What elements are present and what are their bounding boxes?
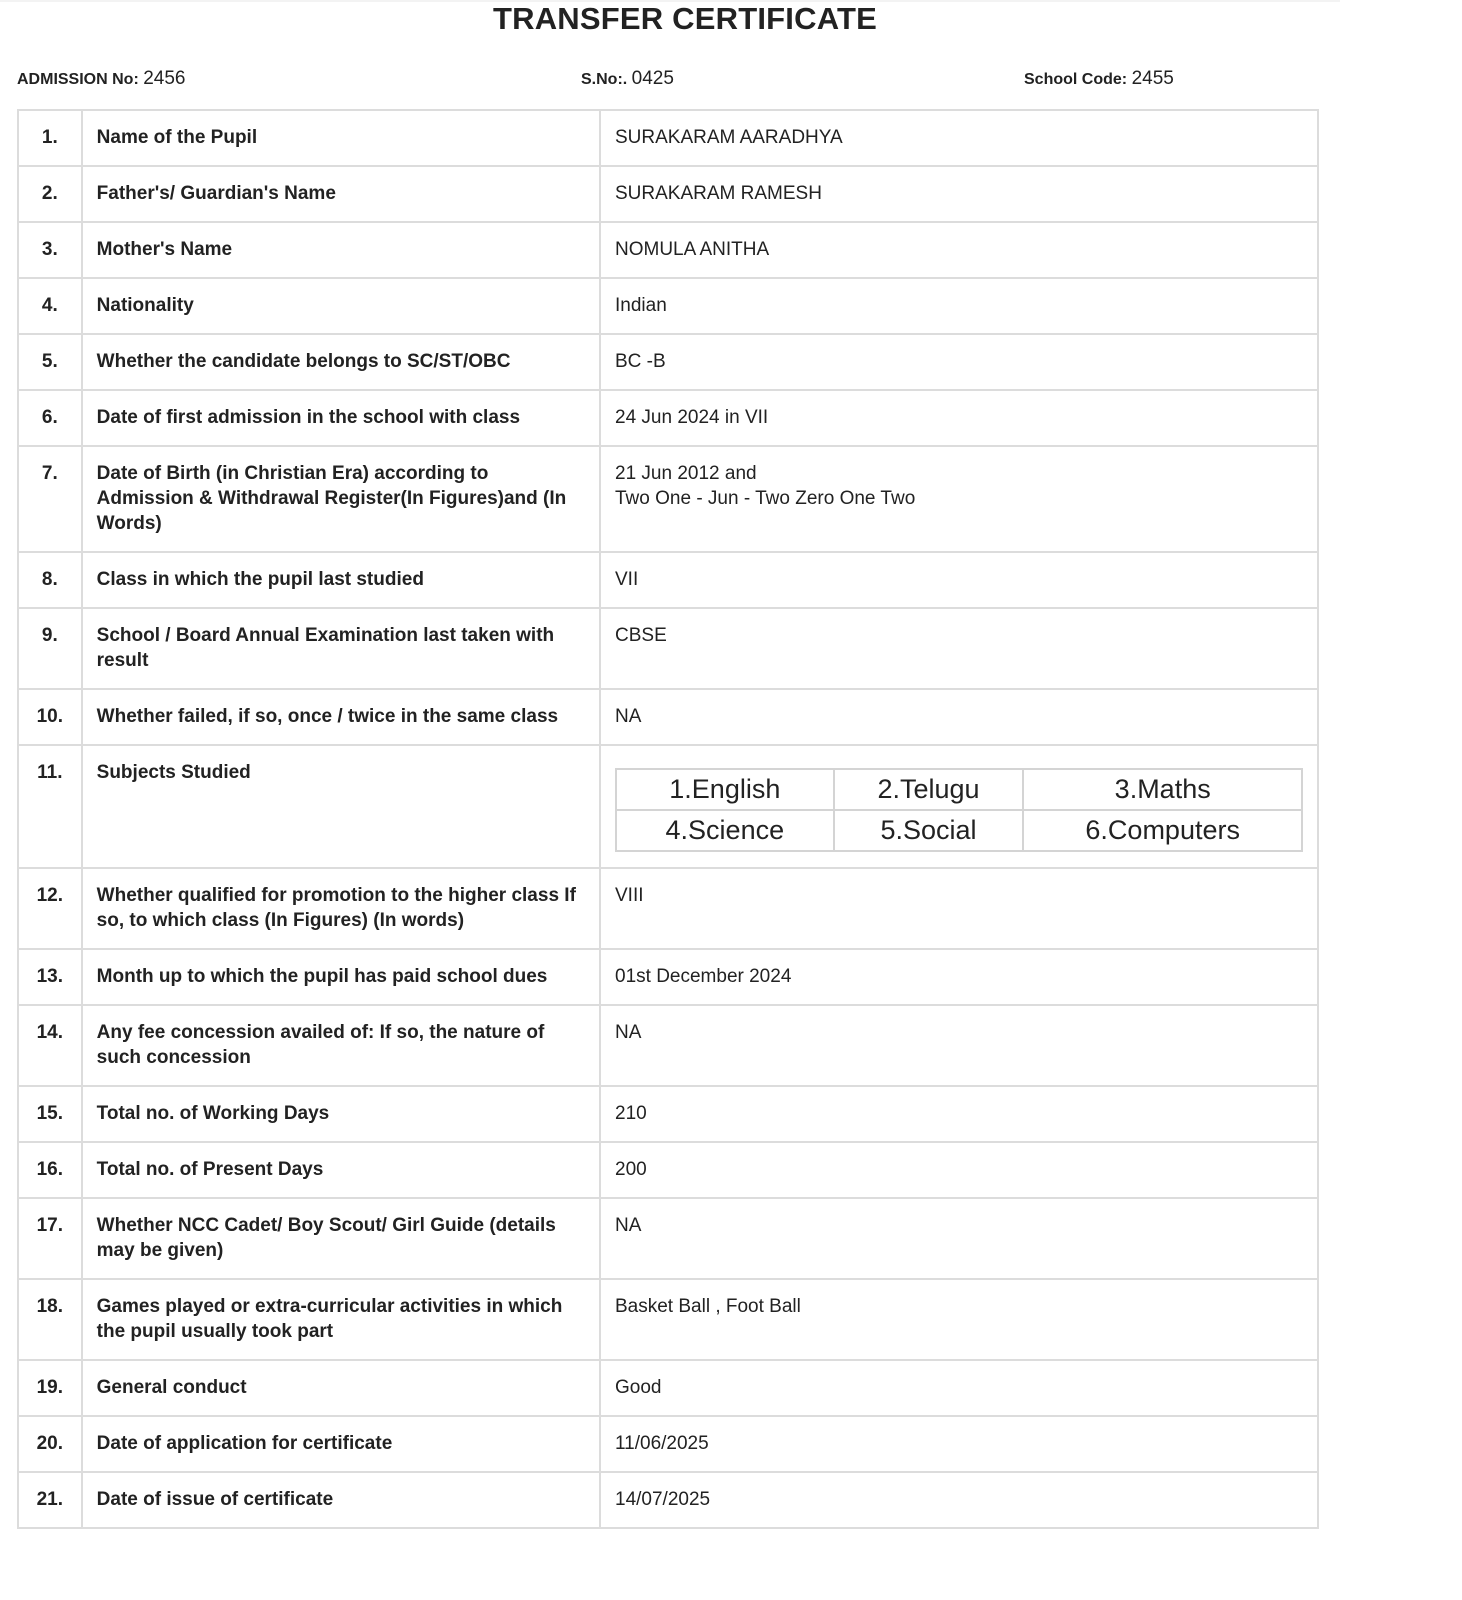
- row-label: Father's/ Guardian's Name: [82, 166, 600, 222]
- table-row: [18, 446, 1318, 552]
- row-label: Date of Birth (in Christian Era) according to Admission & Withdrawal Register(In Figures)and (In Words): [82, 446, 600, 552]
- table-row: [18, 1360, 1318, 1416]
- row-label: Name of the Pupil: [82, 110, 600, 166]
- table-row: [18, 745, 1318, 868]
- table-row: [18, 868, 1318, 949]
- table-row: [18, 1279, 1318, 1360]
- row-label: Nationality: [82, 278, 600, 334]
- row-value: BC -B: [600, 334, 1318, 390]
- row-number: 13.: [18, 949, 82, 1005]
- table-row: [18, 1005, 1318, 1086]
- row-value: 11/06/2025: [600, 1416, 1318, 1472]
- row-value: NA: [600, 689, 1318, 745]
- row-value: [600, 745, 1318, 868]
- row-number: 3.: [18, 222, 82, 278]
- row-value: 200: [600, 1142, 1318, 1198]
- row-value: 01st December 2024: [600, 949, 1318, 1005]
- row-number: 21.: [18, 1472, 82, 1528]
- row-label: Whether qualified for promotion to the higher class If so, to which class (In Figures) (In words): [82, 868, 600, 949]
- row-label: General conduct: [82, 1360, 600, 1416]
- row-number: 15.: [18, 1086, 82, 1142]
- row-value: NA: [600, 1198, 1318, 1279]
- table-row: [18, 1472, 1318, 1528]
- subject-cell: 4.Science: [616, 810, 834, 851]
- row-value: VIII: [600, 868, 1318, 949]
- table-row: [18, 608, 1318, 689]
- row-label: Date of issue of certificate: [82, 1472, 600, 1528]
- table-row: [18, 552, 1318, 608]
- row-label: Any fee concession availed of: If so, the nature of such concession: [82, 1005, 600, 1086]
- row-number: 2.: [18, 166, 82, 222]
- row-value: Good: [600, 1360, 1318, 1416]
- row-value: 24 Jun 2024 in VII: [600, 390, 1318, 446]
- row-label: Total no. of Present Days: [82, 1142, 600, 1198]
- subject-cell: 3.Maths: [1023, 769, 1302, 810]
- certificate-title: TRANSFER CERTIFICATE: [492, 1, 878, 36]
- row-value: NOMULA ANITHA: [600, 222, 1318, 278]
- row-number: 12.: [18, 868, 82, 949]
- school-code-label: School Code:: [1024, 71, 1128, 88]
- admission-number-value: 2456: [143, 68, 186, 89]
- subject-cell: 2.Telugu: [834, 769, 1024, 810]
- row-label: School / Board Annual Examination last taken with result: [82, 608, 600, 689]
- row-label: Whether the candidate belongs to SC/ST/OBC: [82, 334, 600, 390]
- table-row: [18, 110, 1318, 166]
- subjects-row: [616, 769, 1302, 810]
- row-label: Date of first admission in the school with class: [82, 390, 600, 446]
- table-row: [18, 949, 1318, 1005]
- row-number: 16.: [18, 1142, 82, 1198]
- row-number: 9.: [18, 608, 82, 689]
- row-label: Subjects Studied: [82, 745, 600, 868]
- row-number: 1.: [18, 110, 82, 166]
- row-label: Games played or extra-curricular activities in which the pupil usually took part: [82, 1279, 600, 1360]
- row-label: Month up to which the pupil has paid school dues: [82, 949, 600, 1005]
- dob-words: Two One - Jun - Two Zero One Two: [615, 488, 916, 509]
- subject-cell: 6.Computers: [1023, 810, 1302, 851]
- row-number: 11.: [18, 745, 82, 868]
- row-value: Indian: [600, 278, 1318, 334]
- certificate-table: [17, 109, 1319, 1529]
- serial-number-value: 0425: [631, 68, 674, 89]
- table-row: [18, 1142, 1318, 1198]
- row-number: 20.: [18, 1416, 82, 1472]
- table-row: [18, 1086, 1318, 1142]
- admission-number: [17, 68, 186, 91]
- subjects-row: [616, 810, 1302, 851]
- row-value: CBSE: [600, 608, 1318, 689]
- row-label: Whether NCC Cadet/ Boy Scout/ Girl Guide (details may be given): [82, 1198, 600, 1279]
- table-row: [18, 1198, 1318, 1279]
- row-value: SURAKARAM AARADHYA: [600, 110, 1318, 166]
- row-value: SURAKARAM RAMESH: [600, 166, 1318, 222]
- table-row: [18, 166, 1318, 222]
- serial-number-label: S.No:.: [581, 71, 628, 88]
- row-number: 7.: [18, 446, 82, 552]
- row-number: 4.: [18, 278, 82, 334]
- row-value: [600, 446, 1318, 552]
- row-value: VII: [600, 552, 1318, 608]
- subject-cell: 1.English: [616, 769, 834, 810]
- row-label: Class in which the pupil last studied: [82, 552, 600, 608]
- row-number: 14.: [18, 1005, 82, 1086]
- table-row: [18, 334, 1318, 390]
- row-number: 8.: [18, 552, 82, 608]
- admission-number-label: ADMISSION No:: [17, 71, 139, 88]
- row-label: Mother's Name: [82, 222, 600, 278]
- table-row: [18, 390, 1318, 446]
- dob-figures: 21 Jun 2012 and: [615, 463, 757, 484]
- row-number: 6.: [18, 390, 82, 446]
- school-code-value: 2455: [1131, 68, 1174, 89]
- row-value: 210: [600, 1086, 1318, 1142]
- serial-number: [581, 68, 674, 91]
- row-label: Whether failed, if so, once / twice in the same class: [82, 689, 600, 745]
- row-value: 14/07/2025: [600, 1472, 1318, 1528]
- row-number: 18.: [18, 1279, 82, 1360]
- table-row: [18, 1416, 1318, 1472]
- row-number: 5.: [18, 334, 82, 390]
- subjects-table: [615, 768, 1303, 852]
- row-label: Total no. of Working Days: [82, 1086, 600, 1142]
- row-number: 19.: [18, 1360, 82, 1416]
- row-number: 10.: [18, 689, 82, 745]
- row-value: Basket Ball , Foot Ball: [600, 1279, 1318, 1360]
- row-value: NA: [600, 1005, 1318, 1086]
- row-label: Date of application for certificate: [82, 1416, 600, 1472]
- table-row: [18, 278, 1318, 334]
- table-row: [18, 689, 1318, 745]
- table-row: [18, 222, 1318, 278]
- row-number: 17.: [18, 1198, 82, 1279]
- school-code: [1024, 68, 1174, 91]
- subject-cell: 5.Social: [834, 810, 1024, 851]
